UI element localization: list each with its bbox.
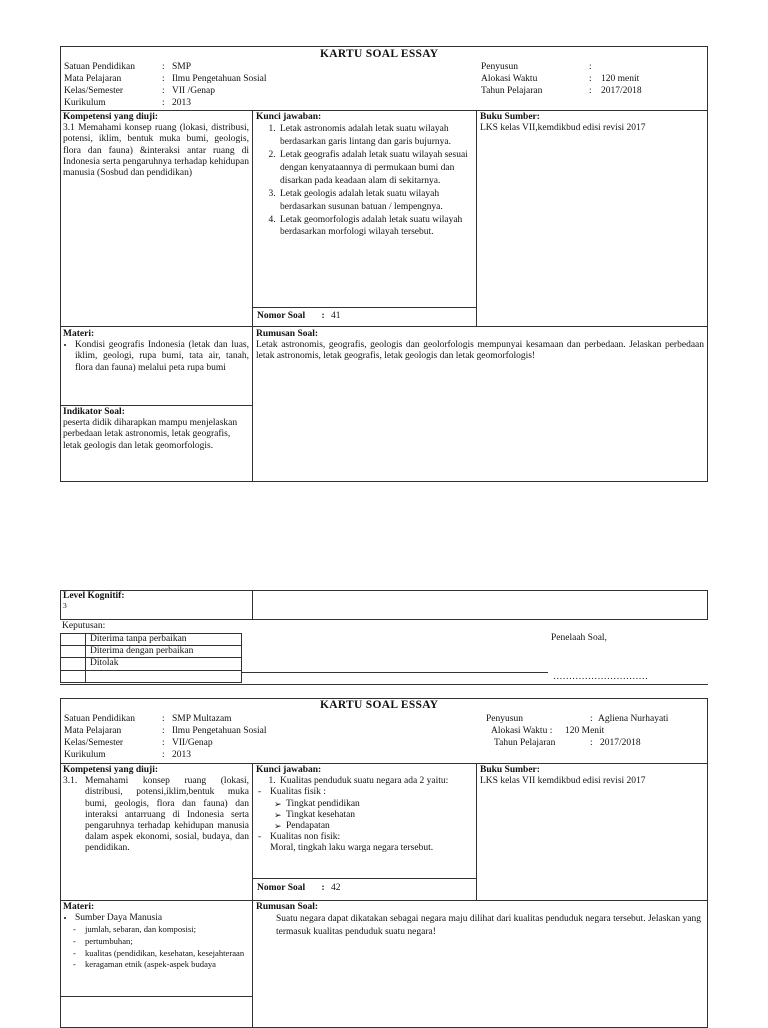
card2-meta-tahun [494,738,641,749]
penelaah-signature: ………………………… [553,672,648,682]
meta-value: Agliena Nurhayati [598,714,669,724]
meta-colon: : [162,62,165,72]
kunci-item: 4. Letak geomorfologis adalah letak suatu wilayah berdasarkan morfologi wilayah tersebut. [278,214,472,240]
card1-buku [480,112,704,134]
kunci-nonfisik-label: Kualitas non fisik: [270,832,341,843]
meta-colon: : [590,738,593,748]
kunci-item: 1. Kualitas penduduk suatu negara ada 2 yaitu: [278,776,472,787]
meta-colon: : [162,738,165,748]
option-label [86,670,242,682]
materi-sub-item: - pertumbuhan; [71,936,249,948]
meta-label: Tahun Pelajaran [494,738,556,748]
fisik-item: ➢ Tingkat pendidikan [274,799,472,810]
meta-value: Ilmu Pengetahuan Sosial [172,726,267,736]
card1-divider [252,110,253,482]
kunci-label: Kunci jawaban: [256,765,322,775]
meta-label: Satuan Pendidikan [64,714,135,724]
meta-label: Kurikulum [64,750,106,760]
kompetensi-label: Kompetensi yang diuji: [63,112,159,122]
card2-divider [60,996,252,997]
nomor-label: Nomor Soal [257,883,306,893]
card2-meta-penyusun [486,714,668,725]
rumusan-text: Suatu negara dapat dikatakan sebagai negara maju dilihat dari kualitas penduduk negara tersebut. Jelaskan yang termasuk kualitas penduduk suatu negara! [276,914,701,937]
card1-meta-penyusun [481,62,601,73]
card2-kompetensi [63,765,249,898]
meta-label: Kurikulum [64,98,106,108]
kunci-sub-list [256,787,472,854]
rumusan-text: Letak astronomis, geografis, geologis dan geolorfologis mempunyai kesamaan dan perbedaan. Jelaskan perbedaan letak astronomis, letak geografis, letak geologis dan letak geomorfologis! [256,340,704,362]
buku-label: Buku Sumber: [480,765,540,775]
card1-meta-mapel [64,74,266,85]
card2-rumusan [256,902,704,938]
level-kognitif [63,591,249,611]
meta-colon: : [589,74,592,84]
indikator-label: Indikator Soal: [63,407,125,417]
meta-label: Mata Pelajaran [64,74,122,84]
card2-title: KARTU SOAL ESSAY [320,699,439,711]
meta-colon: : [162,74,165,84]
materi-label: Materi: [63,329,95,339]
meta-colon: : [589,62,592,72]
card1-title: KARTU SOAL ESSAY [320,48,439,60]
kunci-item: 1. Letak astronomis adalah letak suatu wilayah berdasarkan garis lintang dan garis bujurnya. [278,123,472,149]
meta-label: Satuan Pendidikan [64,62,135,72]
card2-nomor [257,883,473,894]
card1-indikator [63,407,249,452]
meta-label: Tahun Pelajaran [481,86,543,96]
buku-text: LKS kelas VII kemdikbud edisi revisi 2017 [480,776,646,787]
card2-meta-alokasi [491,726,604,737]
option-label: Diterima dengan perbaikan [86,646,242,658]
card2-divider [476,763,477,900]
card1-kunci [256,112,472,306]
option-label: Diterima tanpa perbaikan [86,634,242,646]
card1-divider [60,110,708,111]
card1-meta-tahun [481,86,642,97]
kunci-list [256,123,472,239]
checkbox-cell[interactable] [61,634,86,646]
materi-sub-item: - keragaman etnik (aspek-aspek budaya [71,959,249,971]
card2-divider [60,763,708,764]
materi-label: Materi: [63,902,95,912]
fisik-item: ➢ Pendapatan [274,821,472,832]
meta-value: 120 menit [601,74,640,84]
materi-sub-list [71,924,249,970]
card1-meta-kelas [64,86,215,97]
meta-label: Alokasi Waktu : [491,726,553,736]
nomor-label: Nomor Soal [257,311,306,321]
kunci-fisik-label: Kualitas fisik : [270,787,326,798]
checkbox-cell[interactable] [61,646,86,658]
kunci-label: Kunci jawaban: [256,112,322,122]
meta-value: SMP Multazam [172,714,232,724]
meta-label: Kelas/Semester [64,738,124,748]
meta-value: 2013 [172,98,191,108]
meta-colon: : [590,714,593,724]
kompetensi-text: 3.1 Memahami konsep ruang (lokasi, distribusi, potensi, iklim, bentuk muka bumi, geologis, flora dan fauna) &interaksi antar ruang di Indonesia serta pengaruhnya terhadap kehidupan manusia (Sosbud dan pendidikan) [63,123,249,179]
table-row [61,646,242,658]
card1-meta-satuan [64,62,191,73]
nomor-colon: : [321,883,325,893]
meta-value: 2013 [172,750,191,760]
keputusan-table [60,633,242,683]
card2-divider [252,878,476,879]
meta-value: 2017/2018 [600,738,641,748]
meta-value: 120 Menit [565,726,605,736]
buku-text: LKS kelas VII,kemdikbud edisi revisi 2017 [480,123,646,134]
meta-value: VII/Genap [172,738,213,748]
nomor-value: 42 [331,883,341,893]
meta-colon: : [162,98,165,108]
card1-nomor [257,311,473,322]
meta-colon: : [162,714,165,724]
kompetensi-text: Memahami konsep ruang (lokasi, distribusi, potensi,iklim,bentuk muka bumi, geologis, flora dan fauna) dan interaksi antarruang di Indonesia serta pengaruhnya terhadap kehidupan manusia dalam aspek ekonomi, sosial, budaya, dan pendidikan. [85,776,249,854]
keputusan-label: Keputusan: [62,621,106,631]
card1-divider [252,307,476,308]
buku-label: Buku Sumber: [480,112,540,122]
meta-label: Mata Pelajaran [64,726,122,736]
kunci-nonfisik-text: Moral, tingkah laku warga negara tersebut. [270,843,434,854]
materi-list [63,340,249,374]
card2-meta-kelas [64,738,213,749]
meta-value: VII /Genap [172,86,215,96]
nomor-value: 41 [331,311,341,321]
meta-label: Penyusun [486,714,523,724]
materi-sub-item: - kualitas (pendidikan, kesehatan, kesejahteraan [71,948,249,960]
card2-divider [252,763,253,1028]
meta-colon: : [162,750,165,760]
card1-materi [63,329,249,403]
meta-value: SMP [172,62,192,72]
level-value: 3 [63,601,67,611]
materi-head: Sumber Daya Manusia [75,913,163,924]
checkbox-cell[interactable] [61,658,86,670]
keputusan-line [242,672,548,673]
card1-meta-kurikulum [64,98,191,109]
card2-meta-mapel [64,726,266,737]
table-row [61,634,242,646]
penelaah-label: Penelaah Soal, [551,633,607,643]
kunci-item: 3. Letak geologis adalah letak suatu wilayah berdasarkan susunan batuan / lempengnya. [278,188,472,214]
card1-divider [60,326,708,327]
card1-divider [476,110,477,327]
kunci-item: 2. Letak geografis adalah letak suatu wilayah sesuai dengan kenyataannya di permukaan bumi dan disarkan pada keadaan alam di sekitarnya. [278,149,472,188]
card2-meta-satuan [64,714,232,725]
level-label: Level Kognitif: [63,591,125,601]
level-divider [252,590,253,620]
meta-colon: : [162,726,165,736]
card1-meta-alokasi [481,74,639,85]
indikator-text: peserta didik diharapkan mampu menjelaskan perbedaan letak astronomis, letak geografis, letak geologis dan letak geomorfologis. [63,418,238,451]
kunci-nonfisik [256,832,472,854]
materi-sub-item: - jumlah, sebaran, dan komposisi; [71,924,249,936]
card2-divider [60,900,708,901]
card2-meta-kurikulum [64,750,191,761]
meta-colon: : [162,86,165,96]
kunci-fisik [256,787,472,832]
kompetensi-num: 3.1. [63,776,78,787]
meta-colon: : [589,86,592,96]
card1-kompetensi [63,112,249,304]
kunci-list [256,776,472,787]
card1-divider [60,405,252,406]
meta-value: Ilmu Pengetahuan Sosial [172,74,267,84]
fisik-list [270,799,472,833]
table-row [61,658,242,670]
kompetensi-label: Kompetensi yang diuji: [63,765,159,775]
rumusan-label: Rumusan Soal: [256,329,319,339]
meta-label: Kelas/Semester [64,86,124,96]
option-label: Ditolak [86,658,242,670]
rumusan-label: Rumusan Soal: [256,902,319,912]
table-row [61,670,242,682]
kompetensi-block [63,776,249,854]
materi-item: • Kondisi geografis Indonesia (letak dan luas, iklim, geologi, rupa bumi, tata air, tanah, flora dan fauna) melalui peta rupa bumi [75,340,249,374]
card2-kunci [256,765,472,877]
fisik-item: ➢ Tingkat kesehatan [274,810,472,821]
meta-value: 2017/2018 [601,86,642,96]
meta-label: Penyusun [481,62,518,72]
card2-buku [480,765,704,787]
keputusan-line [60,684,708,685]
materi-list [63,913,249,971]
card1-rumusan [256,329,704,363]
checkbox-cell[interactable] [61,670,86,682]
materi-item [75,913,249,971]
meta-label: Alokasi Waktu [481,74,538,84]
nomor-colon: : [321,311,325,321]
card2-materi [63,902,249,994]
